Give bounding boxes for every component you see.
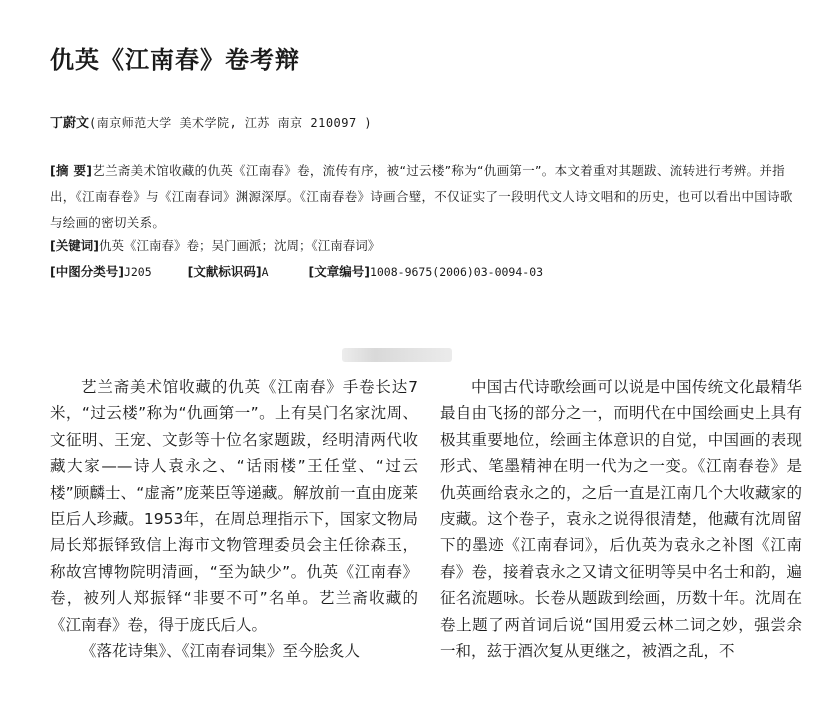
- abstract-text: 艺兰斋美术馆收藏的仇英《江南春》卷，流传有序，被“过云楼”称为“仇画第一”。本文着重对其题跋、流转进行考辨。并指出，《江南春卷》与《江南春词》渊源深厚。《江南春卷》诗画合璧，不仅证实了一段明代文人诗文唱和的历史，也可以看出中国诗歌与绘画的密切关系。: [50, 163, 793, 230]
- body-paragraph: 《落花诗集》、《江南春词集》至今脍炙人: [81, 642, 361, 661]
- keywords-text: 仇英《江南春》卷；吴门画派；沈周；《江南春词》: [98, 238, 381, 253]
- keywords-label: [关键词]: [50, 238, 99, 253]
- keywords: [50, 236, 380, 254]
- author-line: [50, 112, 372, 131]
- class-number-value: J205: [123, 265, 152, 279]
- doc-code-label: [文献标识码]: [187, 264, 262, 279]
- body-paragraph: 中国古代诗歌绘画可以说是中国传统文化最精华最自由飞扬的部分之一，而明代在中国绘画史上具有极其重要地位，绘画主体意识的自觉，中国画的表现形式、笔墨精神在明一代为之一变。《江南春卷》是仇英画给袁永之的，之后一直是江南几个大收藏家的庋藏。这个卷子，袁永之说得很清楚，他藏有沈周留下的墨迹《江南春词》，后仇英为袁永之补图《江南春》卷，接着袁永之又请文征明等吴中名士和韵，遍征名流题咏。长卷从题跋到绘画，历数十年。沈周在卷上题了两首词后说“国用爱云林二词之妙，强尝余一和，兹于酒次复从更继之，被酒之乱，不: [440, 378, 802, 661]
- author-affiliation: (南京师范大学 美术学院, 江苏 南京 210097 ): [89, 116, 373, 130]
- article-number-label: [文章编号]: [308, 264, 370, 279]
- abstract: [50, 158, 800, 236]
- article-number-value: 1008-9675(2006)03-0094-03: [369, 265, 544, 279]
- doc-code-value: A: [261, 265, 269, 279]
- body-left-column: [50, 374, 418, 664]
- article-meta: [50, 262, 543, 280]
- page-title: 仇英《江南春》卷考辩: [50, 46, 300, 74]
- body-right-column: [440, 374, 802, 664]
- body-paragraph: 艺兰斋美术馆收藏的仇英《江南春》手卷长达7米，“过云楼”称为“仇画第一”。上有吴门名家沈周、文征明、王宠、文彭等十位名家题跋，经明清两代收藏大家——诗人袁永之、“话雨楼”王任堂、“过云楼”顾麟士、“虚斋”庞莱臣等递藏。解放前一直由庞莱臣后人珍藏。1953年，在周总理指示下，国家文物局局长郑振铎致信上海市文物管理委员会主任徐森玉，称故宫博物院明清画，“至为缺少”。仇英《江南春》卷，被列人郑振铎“非要不可”名单。艺兰斋收藏的《江南春》卷，得于庞氏后人。: [50, 378, 418, 634]
- class-number-label: [中图分类号]: [50, 264, 124, 279]
- abstract-label: [摘 要]: [50, 163, 93, 178]
- author-name: 丁蔚文: [50, 116, 90, 131]
- scan-smudge: [342, 348, 452, 362]
